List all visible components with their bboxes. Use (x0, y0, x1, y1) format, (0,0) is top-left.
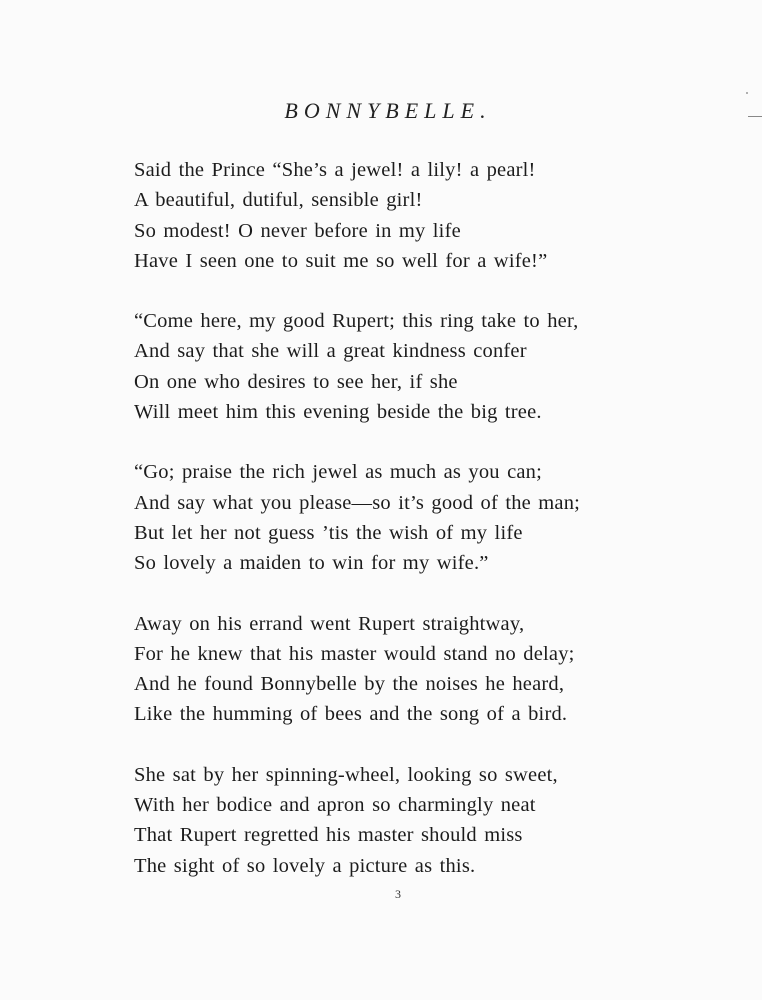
poem-line: And say what you please—so it’s good of the man; (134, 491, 581, 514)
poem-line: The sight of so lovely a picture as this. (134, 854, 476, 877)
stanza (134, 306, 734, 427)
stanza (134, 457, 734, 578)
poem-line: And he found Bonnybelle by the noises he heard, (134, 673, 565, 696)
poem-line: But let her not guess ’tis the wish of my life (134, 521, 523, 544)
poem-title: BONNYBELLE. (284, 98, 492, 123)
poem-line: Have I seen one to suit me so well for a wife!” (134, 249, 548, 272)
poem-line: “Come here, my good Rupert; this ring take to her, (134, 310, 579, 333)
stanza (134, 155, 734, 276)
stanza (134, 760, 734, 881)
poem-line: Away on his errand went Rupert straightway, (134, 612, 525, 635)
poem-line: So modest! O never before in my life (134, 219, 461, 242)
poem-body (134, 155, 734, 911)
page-edge-speck (746, 92, 748, 94)
poem-line: Like the humming of bees and the song of a bird. (134, 703, 568, 726)
poem-line: Will meet him this evening beside the big tree. (134, 401, 542, 424)
poem-line: With her bodice and apron so charmingly neat (134, 794, 536, 817)
poem-line: That Rupert regretted his master should miss (134, 824, 523, 847)
stanza (134, 609, 734, 730)
poem-line: “Go; praise the rich jewel as much as you can; (134, 461, 543, 484)
poem-line: She sat by her spinning-wheel, looking so sweet, (134, 763, 558, 786)
poem-line: For he knew that his master would stand no delay; (134, 642, 575, 665)
page-number: 3 (395, 887, 401, 901)
poem-line: And say that she will a great kindness confer (134, 340, 527, 363)
poem-line: A beautiful, dutiful, sensible girl! (134, 189, 423, 212)
poem-line: So lovely a maiden to win for my wife.” (134, 552, 489, 575)
poem-line: Said the Prince “She’s a jewel! a lily! a pearl! (134, 159, 536, 181)
poem-line: On one who desires to see her, if she (134, 370, 458, 393)
